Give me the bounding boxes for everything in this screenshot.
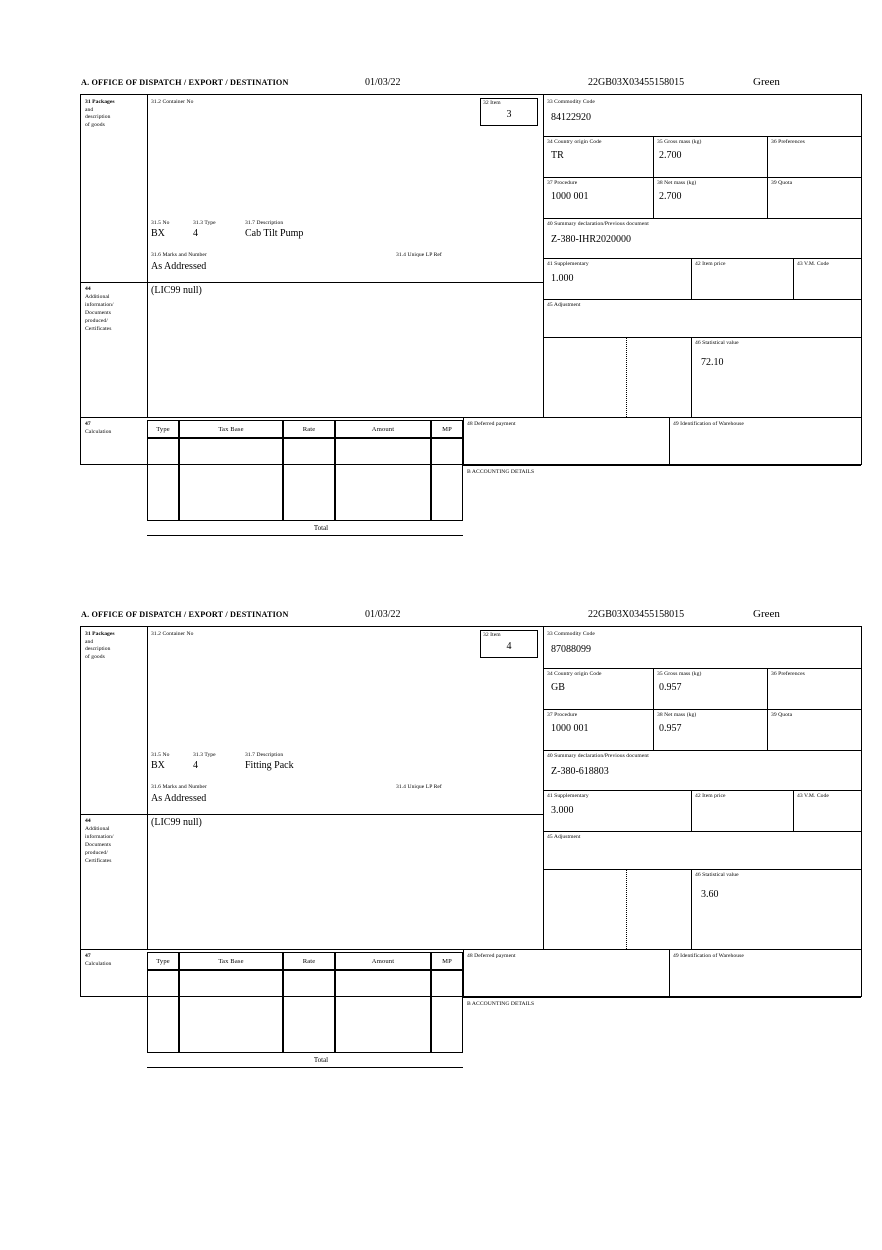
- box31-6-marks-and-number: As Addressed: [151, 793, 207, 804]
- box47-label-line1: 47: [85, 953, 91, 959]
- box49-label: 49 Identification of Warehouse: [673, 953, 744, 959]
- box44-label-line2: Additional: [85, 826, 110, 832]
- divider-box42-box43: [793, 258, 794, 299]
- divider-box47-top: [81, 417, 861, 418]
- divider-total-row: [147, 1067, 463, 1068]
- calc-cell-type: [147, 438, 179, 521]
- form-header: [80, 610, 862, 626]
- box31-4-label: 31.4 Unique LP Ref: [396, 784, 442, 790]
- box47-label-line1: 47: [85, 421, 91, 427]
- box39-label: 39 Quota: [771, 180, 793, 186]
- box40-summary-declaration: Z-380-618803: [551, 766, 609, 777]
- calc-col-header-mp-label: MP: [442, 958, 452, 965]
- box40-summary-declaration: Z-380-IHR2020000: [551, 234, 631, 245]
- box35-label: 35 Gross mass (kg): [657, 139, 702, 145]
- box46-label: 46 Statistical value: [695, 872, 739, 878]
- divider-box38-box39: [767, 709, 768, 750]
- divider-box37-box38: [653, 709, 654, 750]
- box31-5-package-no: BX: [151, 760, 165, 771]
- box37-label: 37 Procedure: [547, 180, 578, 186]
- divider-box44-top: [81, 282, 543, 283]
- customs-declaration-form-1: [80, 76, 862, 532]
- box37-label: 37 Procedure: [547, 712, 578, 718]
- box31-label-line4: of goods: [85, 121, 105, 128]
- calc-col-header-amount-label: Amount: [371, 426, 395, 433]
- box32-item-container: [480, 98, 538, 126]
- box44-label-line6: Certificates: [85, 326, 112, 332]
- calc-cell-mp: [431, 970, 463, 1053]
- box38-label: 38 Net mass (kg): [657, 180, 697, 186]
- movement-reference-number: 22GB03X03455158015: [588, 77, 685, 88]
- box34-country-origin-code: TR: [551, 150, 564, 161]
- declaration-date: 01/03/22: [365, 77, 401, 88]
- divider-under-box37: [543, 218, 861, 219]
- box32-item-container: [480, 630, 538, 658]
- declaration-date: 01/03/22: [365, 609, 401, 620]
- box44-label-line3: information/: [85, 834, 114, 840]
- calc-col-header-taxbase: [179, 420, 283, 438]
- box31-3-package-type: 4: [193, 760, 198, 771]
- box44-label-line1: 44: [85, 818, 91, 824]
- box35-gross-mass: 2.700: [659, 150, 682, 161]
- box34-country-origin-code: GB: [551, 682, 565, 693]
- accounting-details-label: B ACCOUNTING DETAILS: [467, 1001, 535, 1007]
- divider-box44-top: [81, 814, 543, 815]
- box32-item-number: 3: [506, 109, 512, 120]
- divider-box48-box49: [669, 949, 670, 997]
- divider-left-column: [147, 95, 148, 417]
- box32-item-number: 4: [506, 641, 512, 652]
- calc-col-header-amount: [335, 420, 431, 438]
- box39-label: 39 Quota: [771, 712, 793, 718]
- divider-total-row: [147, 535, 463, 536]
- box45-label: 45 Adjustment: [547, 302, 581, 308]
- calc-col-header-amount: [335, 952, 431, 970]
- divider-box46-top: [691, 869, 861, 870]
- box31-label-line1: 31 Packages: [85, 99, 115, 105]
- box31-label-line3: description: [85, 646, 111, 652]
- box31-7-label: 31.7 Description: [245, 220, 284, 226]
- calc-col-header-mp: [431, 952, 463, 970]
- box33-commodity-code: 84122920: [551, 112, 591, 123]
- box45-label: 45 Adjustment: [547, 834, 581, 840]
- box31-6-marks-and-number: As Addressed: [151, 261, 207, 272]
- box32-label: 32 Item: [483, 100, 501, 106]
- divider-box35-box36: [767, 668, 768, 709]
- divider-box42-box43: [793, 790, 794, 831]
- box40-label: 40 Summary declaration/Previous document: [547, 221, 649, 227]
- box36-label: 36 Preferences: [771, 671, 805, 677]
- divider-box41-box42: [691, 258, 692, 299]
- divider-box35-box36: [767, 136, 768, 177]
- box47-label-line2: Calculation: [85, 961, 112, 967]
- box35-gross-mass: 0.957: [659, 682, 682, 693]
- box44-label-line4: Documents: [85, 842, 111, 848]
- divider-under-box34: [543, 709, 861, 710]
- calc-col-header-type-label: Type: [156, 426, 170, 433]
- box42-label: 42 Item price: [695, 793, 726, 799]
- box48-label: 48 Deferred payment: [467, 421, 516, 427]
- divider-under-box48: [463, 997, 861, 998]
- box44-additional-information: (LIC99 null): [151, 285, 202, 296]
- box37-procedure: 1000 001: [551, 723, 589, 734]
- box31-label-line2: and: [85, 638, 94, 645]
- calc-cell-type: [147, 970, 179, 1053]
- box46-statistical-value: 72.10: [701, 357, 724, 368]
- divider-under-box40: [543, 258, 861, 259]
- box44-label-line1: 44: [85, 286, 91, 292]
- box32-label: 32 Item: [483, 632, 501, 638]
- box42-label: 42 Item price: [695, 261, 726, 267]
- box31-7-package-description: Cab Tilt Pump: [245, 228, 304, 239]
- box44-label-line4: Documents: [85, 310, 111, 316]
- calc-cell-rate: [283, 438, 335, 521]
- box38-net-mass: 2.700: [659, 191, 682, 202]
- box44-label-line6: Certificates: [85, 858, 112, 864]
- box41-label: 41 Supplementary: [547, 261, 589, 267]
- box44-label-line3: information/: [85, 302, 114, 308]
- box31-label-line2: and: [85, 106, 94, 113]
- divider-box38-box39: [767, 177, 768, 218]
- calc-col-header-mp-label: MP: [442, 426, 452, 433]
- box31-2-label: 31.2 Container No: [151, 99, 194, 105]
- box43-label: 43 V.M. Code: [797, 793, 829, 799]
- box31-label-line1: 31 Packages: [85, 631, 115, 637]
- box44-label-line5: produced/: [85, 318, 108, 324]
- divider-under-box41: [543, 831, 861, 832]
- form-body: [80, 94, 862, 532]
- box34-label: 34 Country origin Code: [547, 139, 602, 145]
- box44-label-line5: produced/: [85, 850, 108, 856]
- calc-cell-rate: [283, 970, 335, 1053]
- box31-5-label: 31.5 No: [151, 752, 170, 758]
- box46-label: 46 Statistical value: [695, 340, 739, 346]
- box36-label: 36 Preferences: [771, 139, 805, 145]
- calc-col-header-rate: [283, 952, 335, 970]
- calc-cell-amount: [335, 438, 431, 521]
- divider-box46-top: [691, 337, 861, 338]
- calc-col-header-taxbase-label: Tax Base: [218, 958, 244, 965]
- office-of-dispatch-label: A. OFFICE OF DISPATCH / EXPORT / DESTINATION: [81, 610, 289, 619]
- calc-col-header-rate: [283, 420, 335, 438]
- divider-box34-box35: [653, 668, 654, 709]
- box31-3-label: 31.3 Type: [193, 752, 216, 758]
- calc-col-header-taxbase-label: Tax Base: [218, 426, 244, 433]
- box48-label: 48 Deferred payment: [467, 953, 516, 959]
- divider-right-column: [543, 95, 544, 417]
- calc-cell-amount: [335, 970, 431, 1053]
- box41-label: 41 Supplementary: [547, 793, 589, 799]
- divider-box46-left: [691, 337, 692, 417]
- box43-label: 43 V.M. Code: [797, 261, 829, 267]
- box31-label-line4: of goods: [85, 653, 105, 660]
- box31-3-package-type: 4: [193, 228, 198, 239]
- box33-label: 33 Commodity Code: [547, 99, 595, 105]
- calc-total-label: Total: [313, 1056, 329, 1064]
- box31-7-package-description: Fitting Pack: [245, 760, 294, 771]
- office-of-dispatch-label: A. OFFICE OF DISPATCH / EXPORT / DESTINATION: [81, 78, 289, 87]
- divider-dotted-box46: [626, 869, 627, 949]
- divider-under-box34: [543, 177, 861, 178]
- box44-additional-information: (LIC99 null): [151, 817, 202, 828]
- box31-label-line3: description: [85, 114, 111, 120]
- movement-reference-number: 22GB03X03455158015: [588, 609, 685, 620]
- box34-label: 34 Country origin Code: [547, 671, 602, 677]
- calc-cell-taxbase: [179, 970, 283, 1053]
- divider-under-box40: [543, 790, 861, 791]
- divider-under-box48: [463, 465, 861, 466]
- box38-label: 38 Net mass (kg): [657, 712, 697, 718]
- calc-cell-mp: [431, 438, 463, 521]
- calc-col-header-rate-label: Rate: [302, 958, 316, 965]
- box41-supplementary: 3.000: [551, 805, 574, 816]
- box41-supplementary: 1.000: [551, 273, 574, 284]
- divider-box46-left: [691, 869, 692, 949]
- form-header: [80, 78, 862, 94]
- divider-under-box37: [543, 750, 861, 751]
- divider-box47-top: [81, 949, 861, 950]
- calc-col-header-type-label: Type: [156, 958, 170, 965]
- divider-under-box33: [543, 136, 861, 137]
- route-status: Green: [753, 76, 780, 88]
- box31-5-label: 31.5 No: [151, 220, 170, 226]
- box31-3-label: 31.3 Type: [193, 220, 216, 226]
- divider-right-column: [543, 627, 544, 949]
- box49-label: 49 Identification of Warehouse: [673, 421, 744, 427]
- box31-2-label: 31.2 Container No: [151, 631, 194, 637]
- box37-procedure: 1000 001: [551, 191, 589, 202]
- accounting-details-label: B ACCOUNTING DETAILS: [467, 469, 535, 475]
- route-status: Green: [753, 608, 780, 620]
- calc-col-header-type: [147, 420, 179, 438]
- box35-label: 35 Gross mass (kg): [657, 671, 702, 677]
- divider-box48-left: [463, 949, 464, 997]
- box38-net-mass: 0.957: [659, 723, 682, 734]
- box44-label-line2: Additional: [85, 294, 110, 300]
- box47-label-line2: Calculation: [85, 429, 112, 435]
- box40-label: 40 Summary declaration/Previous document: [547, 753, 649, 759]
- divider-left-column: [147, 627, 148, 949]
- divider-box37-box38: [653, 177, 654, 218]
- calc-col-header-type: [147, 952, 179, 970]
- divider-box41-box42: [691, 790, 692, 831]
- box33-label: 33 Commodity Code: [547, 631, 595, 637]
- calc-col-header-amount-label: Amount: [371, 958, 395, 965]
- calc-col-header-taxbase: [179, 952, 283, 970]
- divider-under-box33: [543, 668, 861, 669]
- box31-4-label: 31.4 Unique LP Ref: [396, 252, 442, 258]
- box33-commodity-code: 87088099: [551, 644, 591, 655]
- box31-5-package-no: BX: [151, 228, 165, 239]
- divider-box48-left: [463, 417, 464, 465]
- calc-total-label: Total: [313, 524, 329, 532]
- form-body: [80, 626, 862, 1064]
- box31-7-label: 31.7 Description: [245, 752, 284, 758]
- divider-box48-box49: [669, 417, 670, 465]
- box46-statistical-value: 3.60: [701, 889, 719, 900]
- calc-cell-taxbase: [179, 438, 283, 521]
- divider-box34-box35: [653, 136, 654, 177]
- calc-col-header-rate-label: Rate: [302, 426, 316, 433]
- divider-under-box41: [543, 299, 861, 300]
- calc-col-header-mp: [431, 420, 463, 438]
- divider-dotted-box46: [626, 337, 627, 417]
- customs-declaration-form-2: [80, 608, 862, 1064]
- box31-6-label: 31.6 Marks and Number: [151, 252, 207, 258]
- box31-6-label: 31.6 Marks and Number: [151, 784, 207, 790]
